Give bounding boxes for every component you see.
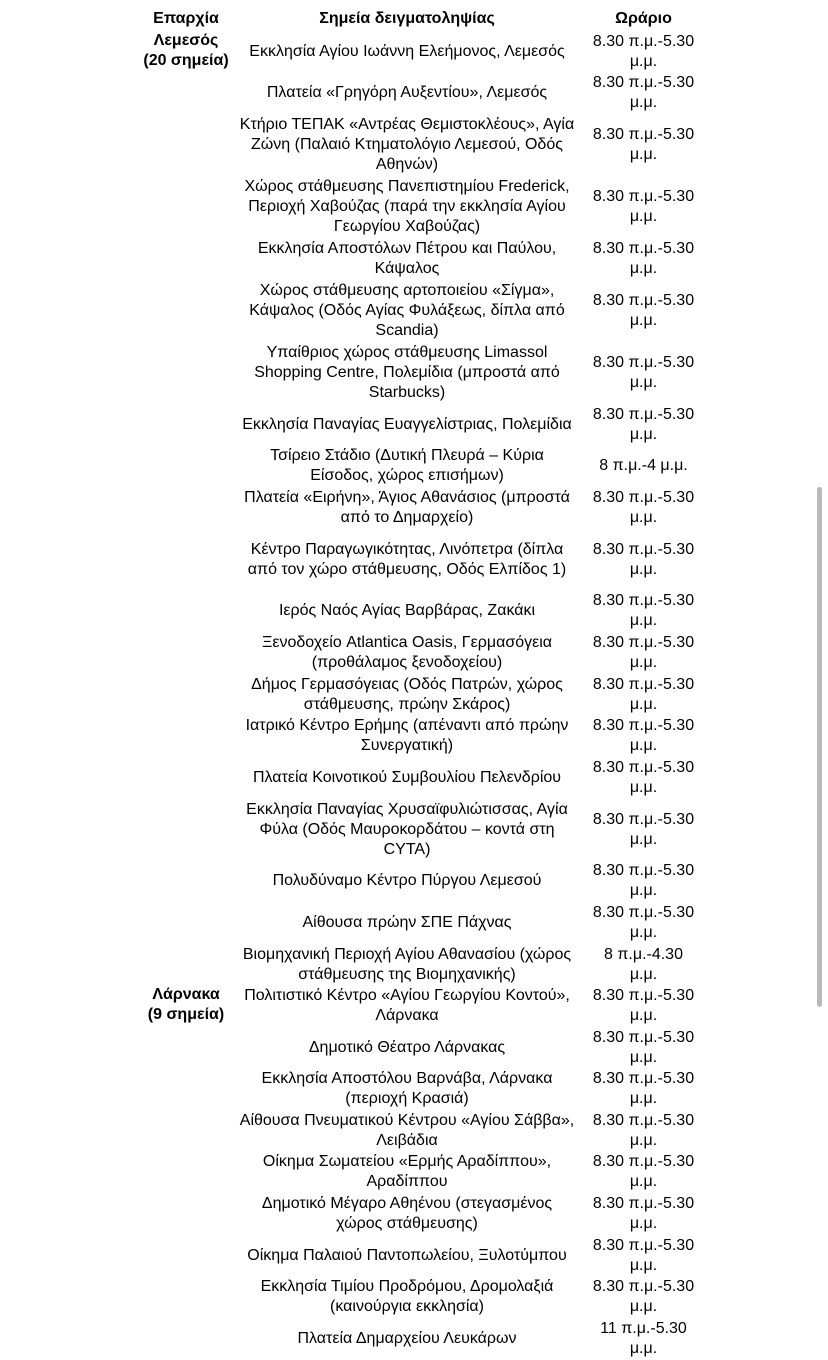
hours-cell: [577, 114, 710, 176]
sampling-point-cell: Ιερός Ναός Αγίας Βαρβάρας, Ζακάκι: [278, 602, 536, 620]
hours-cell: [577, 944, 710, 986]
hours-value: 8.30 π.μ.-5.30 μ.μ.: [592, 1028, 695, 1066]
table-row: [135, 31, 710, 73]
sampling-point-cell: Ιατρικό Κέντρο Ερήμης (απέναντι από πρώην Συνεργατική): [245, 717, 569, 755]
district-cell: [135, 985, 237, 1359]
sampling-point-cell: Πλατεία Κοινοτικού Συμβουλίου Πελενδρίου: [252, 768, 562, 786]
sampling-point-cell: Χώρος στάθμευσης αρτοποιείου «Σίγμα», Κάψαλος (Οδός Αγίας Φυλάξεως, δίπλα από Scandia): [249, 281, 565, 339]
sampling-point-cell: Οίκημα Παλαιού Παντοπωλείου, Ξυλοτύμπου: [247, 1246, 567, 1264]
hours-value: 8.30 π.μ.-5.30 μ.μ.: [592, 1236, 695, 1274]
hours-cell: [577, 861, 710, 903]
hours-cell: [577, 985, 710, 1027]
hours-value: 11 π.μ.-5.30 μ.μ.: [600, 1319, 687, 1357]
hours-cell: [577, 799, 710, 861]
hours-cell: [577, 757, 710, 799]
sampling-point-cell: Πλατεία Δημαρχείου Λευκάρων: [297, 1329, 517, 1347]
hours-cell: [577, 1276, 710, 1318]
hours-value: 8.30 π.μ.-5.30 μ.μ.: [592, 405, 695, 443]
hours-value: 8.30 π.μ.-5.30 μ.μ.: [592, 74, 695, 112]
sampling-point-cell: Εκκλησία Παναγίας Χρυσαϊφυλιώτισσας, Αγία Φύλα (Οδός Μαυροκορδάτου – κοντά στη CYTA): [246, 800, 568, 858]
table-body: [135, 31, 710, 1360]
hours-value: 8.30 π.μ.-5.30 μ.μ.: [592, 903, 695, 941]
hours-cell: [577, 176, 710, 238]
sampling-point-cell: Υπαίθριος χώρος στάθμευσης Limassol Shopping Centre, Πολεμίδια (μπροστά από Starbucks): [254, 343, 560, 401]
hours-value: 8.30 π.μ.-5.30 μ.μ.: [592, 717, 695, 755]
hours-value: 8.30 π.μ.-5.30 μ.μ.: [592, 758, 695, 796]
hours-cell: [577, 1152, 710, 1194]
sampling-point-cell: Εκκλησία Παναγίας Ευαγγελίστριας, Πολεμίδια: [242, 415, 572, 433]
sampling-point-cell: Αίθουσα Πνευματικού Κέντρου «Αγίου Σάββα», Λειβάδια: [239, 1111, 575, 1149]
hours-value: 8.30 π.μ.-5.30 μ.μ.: [592, 488, 695, 526]
table-row: [135, 985, 710, 1027]
hours-value: 8.30 π.μ.-5.30 μ.μ.: [592, 291, 695, 329]
sampling-point-cell: Τσίρειο Στάδιο (Δυτική Πλευρά – Κύρια Είσοδος, χώρος επισήμων): [270, 447, 544, 485]
hours-cell: [577, 902, 710, 944]
sampling-point-cell: Πολιτιστικό Κέντρο «Αγίου Γεωργίου Κοντού», Λάρνακα: [244, 987, 570, 1025]
district-cell: [135, 31, 237, 985]
hours-cell: [577, 591, 710, 633]
hours-cell: [577, 445, 710, 487]
scrollbar-thumb[interactable]: [817, 487, 822, 1007]
hours-cell: [577, 632, 710, 674]
sampling-point-cell: Οίκημα Σωματείου «Ερμής Αραδίππου», Αραδίππου: [262, 1153, 552, 1191]
header-district: Επαρχία: [153, 10, 219, 27]
hours-cell: [577, 1027, 710, 1069]
sampling-point-cell: Δημοτικό Θέατρο Λάρνακας: [308, 1038, 506, 1056]
hours-value: 8.30 π.μ.-5.30 μ.μ.: [592, 239, 695, 277]
sampling-point-cell: Εκκλησία Αποστόλου Βαρνάβα, Λάρνακα (περιοχή Κρασιά): [261, 1070, 553, 1108]
sampling-point-cell: Πολυδύναμο Κέντρο Πύργου Λεμεσού: [272, 872, 542, 890]
sampling-point-cell: Δήμος Γερμασόγειας (Οδός Πατρών, χώρος στάθμευσης, πρώην Σκάρος): [251, 675, 563, 713]
hours-value: 8 π.μ.-4 μ.μ.: [599, 457, 688, 475]
sampling-point-cell: Πλατεία «Ειρήνη», Άγιος Αθανάσιος (μπροστά από το Δημαρχείο): [244, 488, 570, 526]
sampling-point-cell: Χώρος στάθμευσης Πανεπιστημίου Frederick, Περιοχή Χαβούζας (παρά την εκκλησία Αγίου Γεωργίου Χαβούζας): [244, 178, 570, 236]
hours-cell: [577, 238, 710, 280]
hours-cell: [577, 404, 710, 446]
hours-value: 8.30 π.μ.-5.30 μ.μ.: [592, 188, 695, 226]
hours-value: 8.30 π.μ.-5.30 μ.μ.: [592, 126, 695, 164]
district-point-count: (9 σημεία): [147, 1006, 225, 1024]
hours-cell: [577, 31, 710, 73]
sampling-point-cell: Αίθουσα πρώην ΣΠΕ Πάχνας: [302, 913, 512, 931]
sampling-point-cell: Εκκλησία Τιμίου Προδρόμου, Δρομολαξιά (καινούργια εκκλησία): [260, 1278, 554, 1316]
hours-value: 8.30 π.μ.-5.30 μ.μ.: [592, 353, 695, 391]
hours-value: 8.30 π.μ.-5.30 μ.μ.: [592, 592, 695, 630]
sampling-point-cell: Ξενοδοχείο Atlantica Oasis, Γερμασόγεια (προθάλαμος ξενοδοχείου): [261, 633, 553, 671]
hours-cell: [577, 73, 710, 115]
hours-value: 8.30 π.μ.-5.30 μ.μ.: [592, 540, 695, 578]
district-point-count: (20 σημεία): [143, 52, 229, 69]
sampling-point-cell: Πλατεία «Γρηγόρη Αυξεντίου», Λεμεσός: [266, 84, 548, 102]
hours-value: 8 π.μ.-4.30 μ.μ.: [604, 945, 683, 983]
sampling-points-table: [135, 9, 710, 1360]
hours-value: 8.30 π.μ.-5.30 μ.μ.: [592, 1153, 695, 1191]
hours-cell: [577, 715, 710, 757]
header-sampling-points: Σημεία δειγματοληψίας: [319, 10, 495, 27]
sampling-point-cell: Εκκλησία Αποστόλων Πέτρου και Παύλου, Κάψαλος: [257, 239, 557, 277]
sampling-point-cell: Βιομηχανική Περιοχή Αγίου Αθανασίου (χώρος στάθμευσης της Βιομηχανικής): [242, 945, 572, 983]
sampling-point-cell: Δημοτικό Μέγαρο Αθηένου (στεγασμένος χώρος στάθμευσης): [261, 1195, 553, 1233]
hours-value: 8.30 π.μ.-5.30 μ.μ.: [592, 987, 695, 1025]
hours-cell: [577, 342, 710, 404]
hours-cell: [577, 1318, 710, 1360]
hours-cell: [577, 1069, 710, 1111]
hours-cell: [577, 674, 710, 716]
hours-value: 8.30 π.μ.-5.30 μ.μ.: [592, 675, 695, 713]
hours-cell: [577, 1193, 710, 1235]
hours-cell: [577, 280, 710, 342]
hours-value: 8.30 π.μ.-5.30 μ.μ.: [592, 862, 695, 900]
hours-value: 8.30 π.μ.-5.30 μ.μ.: [592, 633, 695, 671]
hours-value: 8.30 π.μ.-5.30 μ.μ.: [592, 810, 695, 848]
table-header-row: [135, 9, 710, 31]
sampling-point-cell: Εκκλησία Αγίου Ιωάννη Ελεήμονος, Λεμεσός: [249, 42, 565, 60]
hours-value: 8.30 π.μ.-5.30 μ.μ.: [592, 1195, 695, 1233]
hours-value: 8.30 π.μ.-5.30 μ.μ.: [592, 1070, 695, 1108]
hours-cell: [577, 487, 710, 529]
hours-value: 8.30 π.μ.-5.30 μ.μ.: [592, 32, 695, 70]
district-name: Λεμεσός: [153, 32, 219, 49]
hours-cell: [577, 529, 710, 591]
sampling-point-cell: Κέντρο Παραγωγικότητας, Λινόπετρα (δίπλα από τον χώρο στάθμευσης, Οδός Ελπίδος 1): [247, 540, 567, 578]
hours-value: 8.30 π.μ.-5.30 μ.μ.: [592, 1278, 695, 1316]
hours-value: 8.30 π.μ.-5.30 μ.μ.: [592, 1111, 695, 1149]
sampling-point-cell: Κτήριο ΤΕΠΑΚ «Αντρέας Θεμιστοκλέους», Αγία Ζώνη (Παλαιό Κτηματολόγιο Λεμεσού, Οδός Αθηνών): [239, 116, 575, 174]
header-hours: Ωράριο: [615, 10, 672, 27]
hours-cell: [577, 1110, 710, 1152]
district-name: Λάρνακα: [152, 986, 220, 1004]
hours-cell: [577, 1235, 710, 1277]
